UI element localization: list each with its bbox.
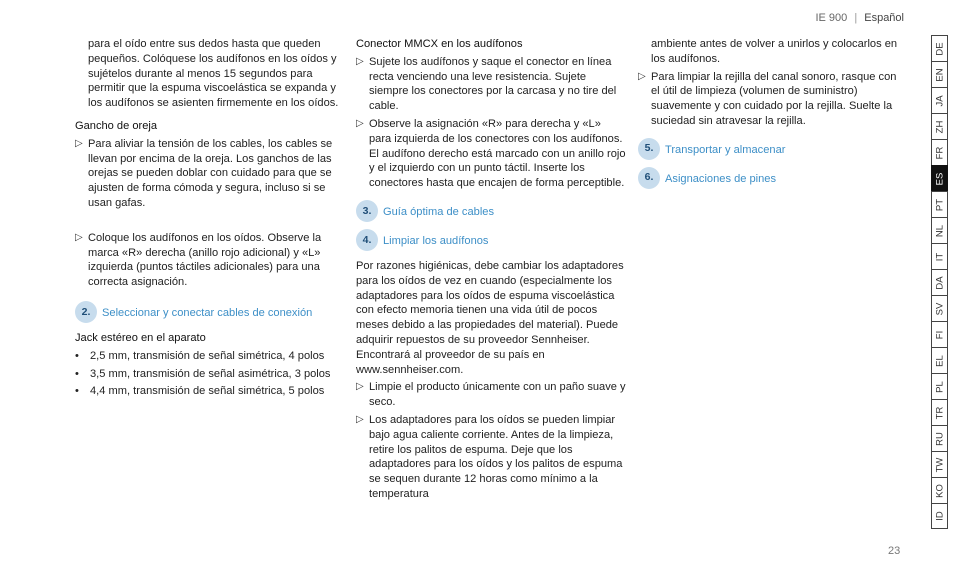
bullet-icon: • bbox=[75, 385, 79, 398]
section-number-badge: 3. bbox=[356, 200, 378, 222]
language-tab-label: PL bbox=[934, 380, 945, 393]
section-title: Seleccionar y conectar cables de conexión bbox=[102, 306, 313, 319]
list-item bbox=[75, 384, 343, 399]
section-title: Asignaciones de pines bbox=[665, 172, 777, 185]
language-tab-pl[interactable] bbox=[931, 373, 948, 399]
header-separator: | bbox=[854, 12, 858, 24]
paragraph-hygiene: Por razones higiénicas, debe cambiar los adaptadores para los oídos de vez en cuando (especialmente los adaptadores para los oídos de espuma viscoelástica con efecto memoria tienen una vida útil de pocos meses debido a las propiedades del material). Puede adquirir repuestos de su proveedor Sennheiser. Encontrará al proveedor de su país en www.sennheiser.com. bbox=[356, 259, 624, 376]
language-tab-label: IT bbox=[934, 252, 945, 261]
list-item-text: 3,5 mm, transmisión de señal asimétrica, 3 polos bbox=[90, 367, 331, 380]
language-tab-tr[interactable] bbox=[931, 399, 948, 425]
paragraph-continued: ambiente antes de volver a unirlos y colocarlos en los audífonos. bbox=[651, 38, 898, 65]
language-tab-label: EL bbox=[934, 354, 945, 367]
language-tab-label: JA bbox=[934, 94, 945, 107]
heading-jack: Jack estéreo en el aparato bbox=[75, 331, 206, 344]
list-item-text: 2,5 mm, transmisión de señal simétrica, 4 polos bbox=[90, 349, 325, 362]
language-tab-en[interactable] bbox=[931, 61, 948, 87]
language-tab-ru[interactable] bbox=[931, 425, 948, 451]
language-tab-label: DE bbox=[934, 41, 945, 56]
language-tab-fr[interactable] bbox=[931, 139, 948, 165]
list-item-text: 4,4 mm, transmisión de señal simétrica, 5 polos bbox=[90, 385, 325, 398]
language-tab-label: PT bbox=[934, 198, 945, 211]
language-tab-label: RU bbox=[934, 431, 945, 446]
column-2 bbox=[356, 37, 626, 502]
section-4-link[interactable] bbox=[356, 232, 626, 251]
section-title: Guía óptima de cables bbox=[383, 205, 495, 218]
column-3 bbox=[638, 37, 898, 189]
language-label: Español bbox=[864, 12, 904, 24]
language-tab-sv[interactable] bbox=[931, 295, 948, 321]
step-insert bbox=[75, 231, 343, 290]
heading-ear-hook: Gancho de oreja bbox=[75, 119, 158, 132]
step-marker-icon: ▷ bbox=[356, 381, 364, 393]
step-text: Observe la asignación «R» para derecha y «L» para izquierda de los conectores con los audífonos. El audífono derecho está marcado con un anillo rojo y el izquierdo con un punto táctil. Inserte los conectores hasta que encajen de forma perceptible. bbox=[369, 117, 626, 190]
language-tabs bbox=[931, 35, 948, 529]
bullet-icon: • bbox=[75, 367, 79, 380]
language-tab-da[interactable] bbox=[931, 269, 948, 295]
column-1 bbox=[75, 37, 343, 399]
section-5-link[interactable] bbox=[638, 141, 898, 160]
list-item bbox=[75, 349, 343, 364]
language-tab-label: TW bbox=[934, 457, 945, 472]
step-text: Limpie el producto únicamente con un paño suave y seco. bbox=[369, 381, 626, 409]
language-tab-id[interactable] bbox=[931, 503, 948, 529]
section-number-badge: 2. bbox=[75, 301, 97, 323]
list-item bbox=[75, 367, 343, 382]
step-marker-icon: ▷ bbox=[356, 117, 364, 129]
language-tab-zh[interactable] bbox=[931, 113, 948, 139]
step-marker-icon: ▷ bbox=[356, 413, 364, 425]
section-2-link[interactable] bbox=[75, 304, 343, 323]
step-text: Sujete los audífonos y saque el conector en línea recta venciendo una leve resistencia. Sujete siempre los conectores por la carcasa y no tire del cable. bbox=[369, 55, 617, 113]
bullet-icon: • bbox=[75, 349, 79, 362]
step-adapters bbox=[356, 413, 626, 502]
section-6-link[interactable] bbox=[638, 170, 898, 189]
step-observe bbox=[356, 117, 626, 191]
step-marker-icon: ▷ bbox=[75, 231, 83, 243]
step-clean bbox=[356, 380, 626, 410]
language-tab-label: DA bbox=[934, 275, 945, 290]
language-tab-label: SV bbox=[934, 302, 945, 315]
paragraph-intro: para el oído entre sus dedos hasta que queden pequeños. Colóquese los audífonos en los oídos y sujételos durante al menos 15 segundos para permitir que la espuma viscoelástica se expanda y los audífonos se asienten firmemente en los oídos. bbox=[88, 38, 339, 110]
section-number-badge: 5. bbox=[638, 138, 660, 160]
language-tab-fi[interactable] bbox=[931, 321, 948, 347]
section-title: Transportar y almacenar bbox=[665, 143, 786, 156]
section-title: Limpiar los audífonos bbox=[383, 234, 489, 247]
language-tab-label: NL bbox=[934, 224, 945, 237]
language-tab-es[interactable] bbox=[931, 165, 948, 191]
language-tab-el[interactable] bbox=[931, 347, 948, 373]
step-text: Para limpiar la rejilla del canal sonoro, rasque con el útil de limpieza (volumen de suministro) suavemente y con cuidado por la rejilla. Suelte la suciedad sin atravesar la rejilla. bbox=[651, 70, 897, 127]
language-tab-label: ES bbox=[934, 172, 945, 185]
step-ear-hook bbox=[75, 137, 343, 211]
page-header bbox=[815, 12, 904, 24]
step-text: Para aliviar la tensión de los cables, los cables se llevan por encima de la oreja. Los ganchos de las orejas se pueden doblar con cuidado para que se ajusten de forma cómoda y segura, incluso si se usan gafas. bbox=[88, 137, 333, 209]
section-3-link[interactable] bbox=[356, 203, 626, 222]
step-text: Coloque los audífonos en los oídos. Observe la marca «R» derecha (anillo rojo adicional) y «L» izquierda (puntos táctiles adicionales) para una correcta asignación. bbox=[88, 231, 322, 289]
language-tab-tw[interactable] bbox=[931, 451, 948, 477]
language-tab-ja[interactable] bbox=[931, 87, 948, 113]
language-tab-label: FR bbox=[934, 146, 945, 159]
language-tab-nl[interactable] bbox=[931, 217, 948, 243]
language-tab-label: FI bbox=[934, 330, 945, 339]
step-marker-icon: ▷ bbox=[638, 70, 646, 82]
language-tab-label: TR bbox=[934, 406, 945, 419]
language-tab-label: ID bbox=[934, 511, 945, 521]
language-tab-pt[interactable] bbox=[931, 191, 948, 217]
step-hold bbox=[356, 55, 626, 114]
language-tab-label: EN bbox=[934, 67, 945, 82]
language-tab-it[interactable] bbox=[931, 243, 948, 269]
product-name: IE 900 bbox=[815, 12, 848, 24]
section-number-badge: 4. bbox=[356, 229, 378, 251]
page-number: 23 bbox=[888, 545, 901, 557]
section-number-badge: 6. bbox=[638, 167, 660, 189]
step-marker-icon: ▷ bbox=[356, 55, 364, 67]
heading-mmcx: Conector MMCX en los audífonos bbox=[356, 38, 523, 50]
step-grille bbox=[638, 70, 898, 129]
language-tab-de[interactable] bbox=[931, 35, 948, 61]
step-marker-icon: ▷ bbox=[75, 137, 83, 149]
language-tab-ko[interactable] bbox=[931, 477, 948, 503]
language-tab-label: KO bbox=[934, 483, 945, 498]
step-text: Los adaptadores para los oídos se pueden limpiar bajo agua caliente corriente. Antes de la limpieza, retire los palitos de espuma. Deje que los adaptadores para los oídos y los palitos de espuma se sequen durante 12 horas como mínimo a la temperatura bbox=[369, 413, 623, 500]
language-tab-label: ZH bbox=[934, 120, 945, 133]
